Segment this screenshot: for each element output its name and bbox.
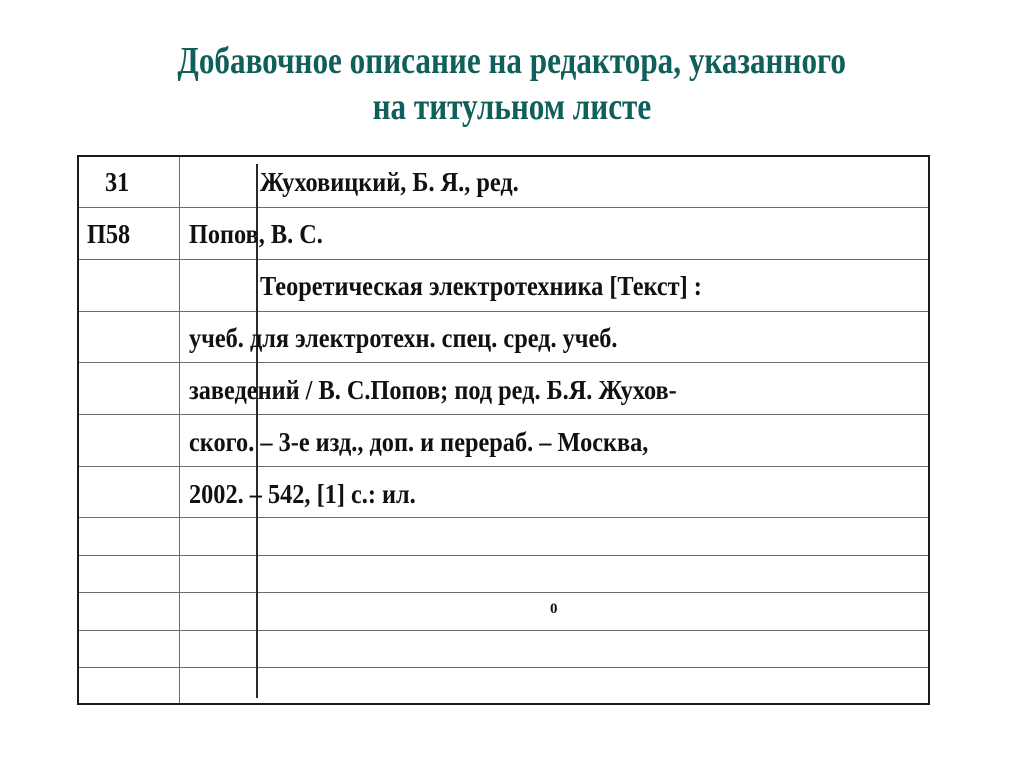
heading-entry-text: Жуховицкий, Б. Я., ред. (260, 167, 519, 197)
row-divider (79, 466, 928, 467)
author-mark-text: П58 (87, 219, 131, 249)
author-mark (87, 219, 135, 249)
footer-mark: 0 (550, 601, 558, 617)
description-line-3-text: заведений / В. С.Попов; под ред. Б.Я. Жухов- (189, 375, 677, 405)
author-entry-text: Попов, В. С. (189, 219, 323, 249)
description-line-2-text: учеб. для электротехн. спец. сред. учеб. (189, 323, 618, 353)
row-divider (79, 362, 928, 363)
row-divider (79, 207, 928, 208)
description-line-3 (189, 375, 731, 405)
row-divider (79, 592, 928, 593)
slide-title-line-2 (0, 84, 1024, 130)
description-line-5 (189, 479, 441, 509)
author-entry (189, 219, 338, 249)
slide-title-text-1: Добавочное описание на редактора, указанного (177, 40, 847, 82)
row-divider (79, 259, 928, 260)
heading-entry (260, 167, 547, 197)
description-line-2 (189, 323, 665, 353)
slide-title-text-2: на титульном листе (372, 86, 652, 128)
class-index (105, 167, 132, 197)
row-divider (79, 630, 928, 631)
row-divider (79, 517, 928, 518)
row-divider (79, 667, 928, 668)
catalog-card (77, 155, 930, 705)
class-index-text: 31 (105, 167, 130, 197)
column-divider-1 (179, 157, 180, 703)
description-line-1 (260, 271, 751, 301)
row-divider (79, 311, 928, 312)
description-line-4-text: ского. – 3-е изд., доп. и перераб. – Москва, (189, 427, 649, 457)
slide-title-line-1 (0, 38, 1024, 84)
description-line-5-text: 2002. – 542, [1] с.: ил. (189, 479, 416, 509)
row-divider (79, 414, 928, 415)
description-line-4 (189, 427, 699, 457)
row-divider (79, 555, 928, 556)
description-line-1-text: Теоретическая электротехника [Текст] : (260, 271, 702, 301)
